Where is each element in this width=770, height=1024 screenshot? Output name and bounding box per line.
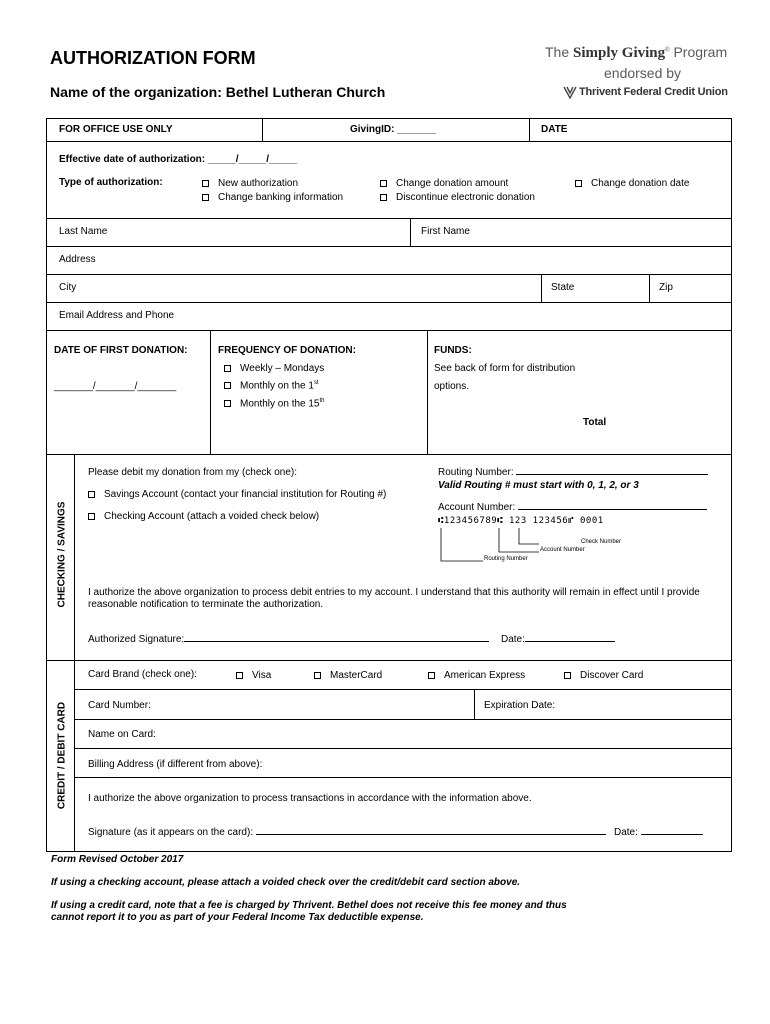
checkbox-icon[interactable] xyxy=(224,400,231,407)
routing-number-field[interactable]: Routing Number: xyxy=(438,467,708,478)
card-number-field[interactable]: Card Number: xyxy=(88,700,151,711)
checkbox-icon[interactable] xyxy=(88,491,95,498)
card-authorization-text: I authorize the above organization to process transactions in accordance with the information above. xyxy=(88,793,532,804)
micr-line: ⑆123456789⑆ 123 123456⑈ 0001 xyxy=(438,516,604,526)
savings-account-option[interactable]: Savings Account (contact your financial institution for Routing #) xyxy=(88,489,386,500)
first-donation-date-field[interactable]: _______/_______/_______ xyxy=(54,381,177,392)
checkbox-icon[interactable] xyxy=(236,672,243,679)
funds-note-line2: options. xyxy=(434,381,470,392)
checkbox-icon[interactable] xyxy=(564,672,571,679)
change-date-option[interactable]: Change donation date xyxy=(575,178,689,189)
card-brand-label: Card Brand (check one): xyxy=(88,669,197,680)
card-side-label: CREDIT / DEBIT CARD xyxy=(56,701,68,810)
effective-date-field[interactable]: Effective date of authorization: _____/_____/_____ xyxy=(59,154,297,165)
checkbox-icon[interactable] xyxy=(380,194,387,201)
weekly-option[interactable]: Weekly – Mondays xyxy=(224,363,324,374)
credit-card-note-1: If using a credit card, note that a fee is charged by Thrivent. Bethel does not receive this fee money and thus xyxy=(51,900,567,911)
logo-thrivent-text: Thrivent Federal Credit Union xyxy=(579,85,728,98)
thrivent-icon xyxy=(563,85,577,99)
checkbox-icon[interactable] xyxy=(314,672,321,679)
ordinal-suffix: st xyxy=(313,380,319,386)
change-amount-option[interactable]: Change donation amount xyxy=(380,178,508,189)
office-use-label: FOR OFFICE USE ONLY xyxy=(59,124,173,135)
account-number-caption: Account Number xyxy=(540,547,585,553)
ordinal-suffix: th xyxy=(319,398,325,404)
discover-option[interactable]: Discover Card xyxy=(564,670,643,681)
office-date-field[interactable]: DATE xyxy=(541,124,568,135)
logo-endorsed-by: endorsed by xyxy=(604,65,682,81)
logo-program: Program xyxy=(673,44,728,60)
change-banking-option[interactable]: Change banking information xyxy=(202,192,343,203)
checkbox-icon[interactable] xyxy=(380,180,387,187)
credit-card-note-2: cannot report it to you as part of your Federal Income Tax deductible expense. xyxy=(51,912,424,923)
discontinue-option[interactable]: Discontinue electronic donation xyxy=(380,192,535,203)
giving-id-field[interactable]: GivingID: _______ xyxy=(350,124,437,135)
authorization-form xyxy=(46,118,732,852)
city-field[interactable]: City xyxy=(59,282,77,293)
card-date-field[interactable]: Date: xyxy=(614,827,703,838)
monthly-1st-option[interactable]: Monthly on the 1st xyxy=(224,380,319,391)
organization-name: Name of the organization: Bethel Lutheran Church xyxy=(50,84,386,100)
checkbox-icon[interactable] xyxy=(202,194,209,201)
state-field[interactable]: State xyxy=(551,282,575,293)
debit-authorization-text: I authorize the above organization to process debit entries to my account. I understand that this authority will remain in effect until I provide xyxy=(88,587,700,598)
visa-option[interactable]: Visa xyxy=(236,670,271,681)
form-title: AUTHORIZATION FORM xyxy=(50,48,256,68)
routing-number-caption: Routing Number xyxy=(484,556,528,562)
checking-note: If using a checking account, please attach a voided check over the credit/debit card section above. xyxy=(51,877,521,888)
checkbox-icon[interactable] xyxy=(202,180,209,187)
last-name-field[interactable]: Last Name xyxy=(59,226,108,237)
zip-field[interactable]: Zip xyxy=(659,282,673,293)
billing-address-field[interactable]: Billing Address (if different from above): xyxy=(88,759,263,770)
debit-date-field[interactable]: Date: xyxy=(501,634,615,645)
thrivent-logo xyxy=(563,85,728,99)
debit-prompt: Please debit my donation from my (check one): xyxy=(88,467,297,478)
form-revised: Form Revised October 2017 xyxy=(51,854,184,865)
account-number-field[interactable]: Account Number: xyxy=(438,502,707,513)
checkbox-icon[interactable] xyxy=(575,180,582,187)
email-phone-field[interactable]: Email Address and Phone xyxy=(59,310,175,321)
check-number-caption: Check Number xyxy=(581,539,622,545)
funds-label: FUNDS: xyxy=(434,345,472,356)
debit-authorization-text-2: reasonable notification to terminate the authorization. xyxy=(88,599,324,610)
total-label: Total xyxy=(583,417,607,428)
checking-savings-side-label: CHECKING / SAVINGS xyxy=(56,501,68,608)
funds-note-line1: See back of form for distribution xyxy=(434,363,576,374)
first-donation-label: DATE OF FIRST DONATION: xyxy=(54,345,188,356)
checkbox-icon[interactable] xyxy=(224,365,231,372)
routing-note: Valid Routing # must start with 0, 1, 2, or 3 xyxy=(438,480,639,491)
name-on-card-field[interactable]: Name on Card: xyxy=(88,729,156,740)
auth-type-label: Type of authorization: xyxy=(59,177,163,188)
address-field[interactable]: Address xyxy=(59,254,96,265)
expiration-date-field[interactable]: Expiration Date: xyxy=(484,700,556,711)
first-name-field[interactable]: First Name xyxy=(421,226,470,237)
mastercard-option[interactable]: MasterCard xyxy=(314,670,382,681)
checkbox-icon[interactable] xyxy=(224,382,231,389)
checkbox-icon[interactable] xyxy=(428,672,435,679)
program-logo: The Simply Giving® Program xyxy=(545,44,728,61)
monthly-15th-option[interactable]: Monthly on the 15th xyxy=(224,398,325,409)
frequency-label: FREQUENCY OF DONATION: xyxy=(218,345,356,356)
card-signature-field[interactable]: Signature (as it appears on the card): xyxy=(88,827,606,838)
logo-the: The xyxy=(545,44,570,60)
logo-simply-giving: Simply Giving xyxy=(573,45,666,61)
checkbox-icon[interactable] xyxy=(88,513,95,520)
authorized-signature-field[interactable]: Authorized Signature: xyxy=(88,634,489,645)
checking-account-option[interactable]: Checking Account (attach a voided check below) xyxy=(88,511,319,522)
amex-option[interactable]: American Express xyxy=(428,670,525,681)
new-authorization-option[interactable]: New authorization xyxy=(202,178,298,189)
